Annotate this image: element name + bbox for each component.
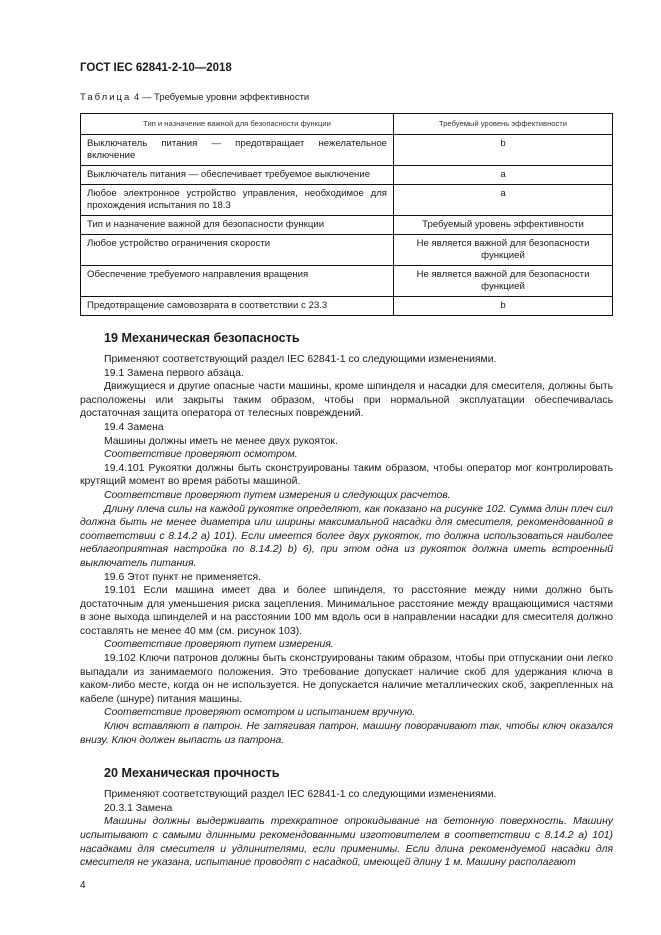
- paragraph: Соответствие проверяют путем измерения и следующих расчетов.: [104, 489, 451, 501]
- section-heading: 19 Механическая безопасность: [104, 331, 300, 345]
- column-header: Требуемый уровень эффективности: [394, 114, 613, 135]
- function-cell: Обеспечение требуемого направления вращения: [81, 266, 394, 297]
- table-header-row: [81, 114, 613, 135]
- paragraph: Длину плеча силы на каждой рукоятке определяют, как показано на рисунке 102. Сумма длин плеч сил должна быть не менее диаметра или ширины максимальной насадки для смесителя, рекомендованной в соответствии с 8.14.2 а) 101). Если имеется более двух рукояток, то должна использоваться наиболее неблагоприятная настройка по 8.14.2) b) 6), при этом одна из рукояток должна иметь встроенный выключатель питания.: [80, 503, 613, 569]
- paragraph: Машины должны выдерживать трехкратное опрокидывание на бетонную поверхность. Машину испытывают с самыми длинными рекомендованными изготовителем в соответствии с 8.14.2 а) 101) насадками для смесителя и удлинителями, если применимы. Если длина рекомендуемой насадки для смесителя не указана, испытание проводят с насадкой, имеющей длину 1 м. Машину располагают: [80, 816, 613, 869]
- document-code: ГОСТ IEC 62841-2-10—2018: [80, 62, 232, 74]
- level-cell: b: [394, 297, 613, 316]
- paragraph: Применяют соответствующий раздел IEC 62841-1 со следующими изменениями.: [104, 789, 497, 801]
- section-19-content: [80, 353, 613, 747]
- table-row: [81, 166, 613, 185]
- paragraph: Соответствие проверяют путем измерения.: [104, 639, 334, 651]
- paragraph: 19.4.101 Рукоятки должны быть сконструированы таким образом, чтобы оператор мог контролировать крутящий момент во время работы машиной.: [80, 462, 613, 488]
- paragraph: 19.6 Этот пункт не применяется.: [104, 571, 261, 583]
- level-cell: Требуемый уровень эффективности: [394, 216, 613, 235]
- level-cell: Не является важной для безопасности функцией: [394, 235, 613, 266]
- table-row: [81, 297, 613, 316]
- paragraph: Движущиеся и другие опасные части машины, кроме шпинделя и насадки для смесителя, должны быть расположены или закрыты таким образом, чтобы при нормальной эксплуатации обеспечивалась достаточная защита оператора от телесных повреждений.: [80, 381, 613, 420]
- level-cell: b: [394, 135, 613, 166]
- table-row: [81, 185, 613, 216]
- paragraph: Соответствие проверяют осмотром и испытанием вручную.: [104, 707, 416, 719]
- function-cell: Выключатель питания — предотвращает нежелательное включение: [81, 135, 394, 166]
- paragraph: Машины должны иметь не менее двух рукояток.: [104, 435, 338, 447]
- table-row: [81, 235, 613, 266]
- paragraph: Соответствие проверяют осмотром.: [104, 449, 298, 461]
- paragraph: 19.102 Ключи патронов должны быть сконструированы таким образом, чтобы при отпускании они легко выпадали из занимаемого положения. Это требование допускает наличие скоб для удержания ключа в каком-либо месте, когда он не используется. Не допускается наличие металлических скоб, закрепленных на кабеле (шнуре) питания машины.: [80, 653, 613, 705]
- performance-levels-table: [80, 113, 613, 316]
- paragraph: Применяют соответствующий раздел IEC 62841-1 со следующими изменениями.: [104, 354, 497, 365]
- table-row: [81, 135, 613, 166]
- function-cell: Любое устройство ограничения скорости: [81, 235, 394, 266]
- table-row: [81, 216, 613, 235]
- column-header: Тип и назначение важной для безопасности функции: [81, 114, 394, 135]
- table-row: [81, 266, 613, 297]
- level-cell: a: [394, 166, 613, 185]
- document-body: [80, 330, 613, 870]
- caption-label: Таблица: [80, 92, 132, 103]
- caption-title: 4 — Требуемые уровни эффективности: [133, 92, 310, 103]
- level-cell: a: [394, 185, 613, 216]
- function-cell: Тип и назначение важной для безопасности функции: [81, 216, 394, 235]
- function-cell: Любое электронное устройство управления, необходимое для прохождения испытания по 18.3: [81, 185, 394, 216]
- function-cell: Выключатель питания — обеспечивает требуемое выключение: [81, 166, 394, 185]
- paragraph: 19.1 Замена первого абзаца.: [104, 367, 244, 379]
- function-cell: Предотвращение самовозврата в соответствии с 23.3: [81, 297, 394, 316]
- page-number: 4: [80, 879, 86, 891]
- paragraph: 19.4 Замена: [104, 421, 164, 433]
- section-heading: 20 Механическая прочность: [104, 766, 280, 781]
- paragraph: 19.101 Если машина имеет два и более шпинделя, то расстояние между ними должно быть достаточным для уменьшения риска зацепления. Минимальное расстояние между вращающимися частями в зоне выхода шпинделей и на расстоянии 100 мм вдоль оси в направлении насадки для смесителя должно составлять не менее 40 мм (см. рисунок 103).: [80, 585, 613, 637]
- table-caption: [80, 92, 613, 104]
- level-cell: Не является важной для безопасности функцией: [394, 266, 613, 297]
- section-20-content: [80, 788, 613, 870]
- paragraph: 20.3.1 Замена: [104, 802, 173, 814]
- paragraph: Ключ вставляют в патрон. Не затягивая патрон, машину поворачивают так, чтобы ключ оказался внизу. Ключ должен выпасть из патрона.: [80, 721, 613, 746]
